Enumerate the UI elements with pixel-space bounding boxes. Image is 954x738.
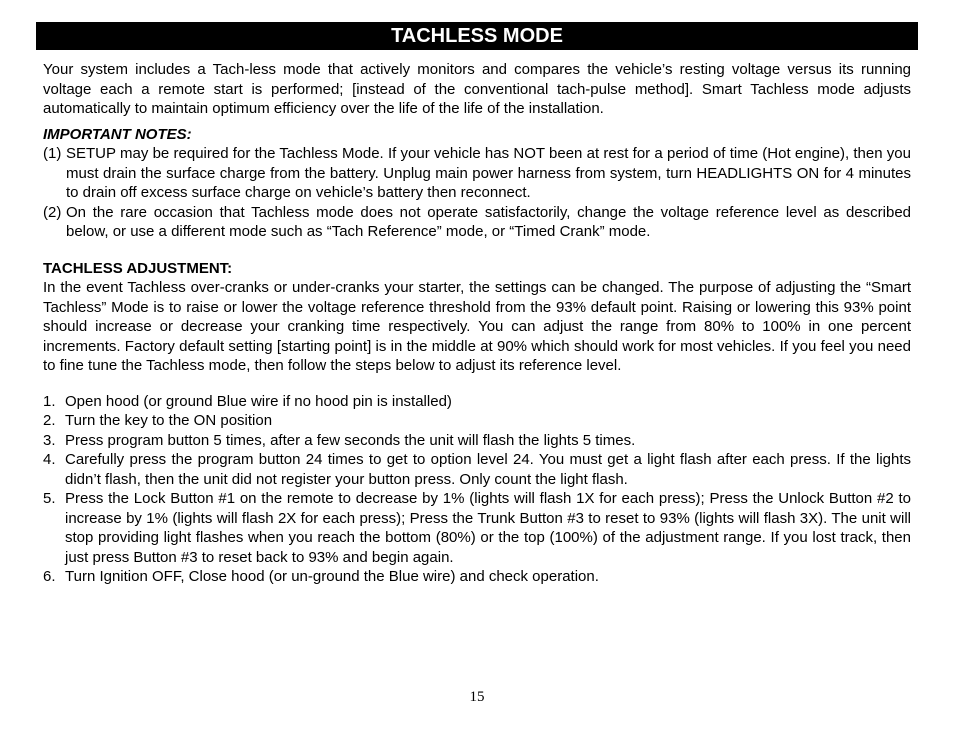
note-item bbox=[43, 144, 911, 203]
section-title: TACHLESS MODE bbox=[36, 22, 918, 50]
list-item bbox=[43, 567, 911, 587]
note-number: (2) bbox=[43, 203, 62, 221]
list-item bbox=[43, 392, 911, 412]
step-text: Open hood (or ground Blue wire if no hood pin is installed) bbox=[65, 392, 452, 410]
step-number: 6. bbox=[43, 568, 56, 585]
step-number: 2. bbox=[43, 412, 56, 429]
step-number: 5. bbox=[43, 490, 56, 507]
adjustment-paragraph: In the event Tachless over-cranks or under-cranks your starter, the settings can be changed. The purpose of adjusting the “Smart Tachless” Mode is to raise or lower the voltage reference threshold from the 93% default point. Raising or lowering this 93% point should increase or decrease your cranking time respectively. You can adjust the range from 80% to 100% in one percent increments. Factory default setting [starting point] is in the middle at 90% which should work for most vehicles. If you feel you need to fine tune the Tachless mode, then follow the steps below to adjust its reference level. bbox=[43, 279, 911, 374]
step-number: 4. bbox=[43, 451, 56, 468]
step-text: Turn Ignition OFF, Close hood (or un-ground the Blue wire) and check operation. bbox=[65, 568, 599, 585]
step-number: 1. bbox=[43, 392, 56, 410]
step-text: Turn the key to the ON position bbox=[65, 412, 273, 429]
list-item bbox=[43, 489, 911, 567]
page-content bbox=[43, 60, 911, 587]
tachless-adjustment-heading: TACHLESS ADJUSTMENT: bbox=[43, 259, 233, 277]
note-item bbox=[43, 203, 911, 242]
step-text: Carefully press the program button 24 times to get to option level 24. You must get a light flash after each press. If the lights didn’t flash, then the unit did not register your button press. Only count the light flash. bbox=[65, 451, 911, 488]
note-number: (1) bbox=[43, 145, 62, 162]
step-number: 3. bbox=[43, 431, 56, 449]
list-item bbox=[43, 450, 911, 489]
step-text: Press the Lock Button #1 on the remote to decrease by 1% (lights will flash 1X for each press); Press the Unlock Button #2 to increase by 1% (lights will flash 2X for each press); Press the Trunk Button #3 to reset to 93% (lights will flash 3X). The unit will stop providing light flashes when you reach the bottom (80%) or the top (100%) of the adjustment range. If you lost track, then just press Button #3 to reset back to 93% and begin again. bbox=[65, 490, 911, 566]
step-text: Press program button 5 times, after a few seconds the unit will flash the lights 5 times. bbox=[65, 431, 636, 449]
note-text: SETUP may be required for the Tachless Mode. If your vehicle has NOT been at rest for a period of time (Hot engine), then you must drain the surface charge from the battery. Unplug main power harness from system, turn HEADLIGHTS ON for 4 minutes to drain off excess surface charge on vehicle’s battery then reconnect. bbox=[66, 145, 911, 201]
list-item bbox=[43, 431, 911, 451]
list-item bbox=[43, 411, 911, 431]
important-notes-heading: IMPORTANT NOTES: bbox=[43, 125, 192, 143]
steps-list bbox=[43, 392, 911, 587]
page-number: 15 bbox=[469, 689, 485, 705]
intro-paragraph: Your system includes a Tach-less mode that actively monitors and compares the vehicle’s resting voltage versus its running voltage each a remote start is performed; [instead of the conventional tach-pulse method]. Smart Tachless mode adjusts automatically to maintain optimum efficiency over the life of the life of the installation. bbox=[43, 61, 911, 117]
note-text: On the rare occasion that Tachless mode does not operate satisfactorily, change the voltage reference level as described below, or use a different mode such as “Tach Reference” mode, or “Timed Crank” mode. bbox=[66, 203, 911, 240]
